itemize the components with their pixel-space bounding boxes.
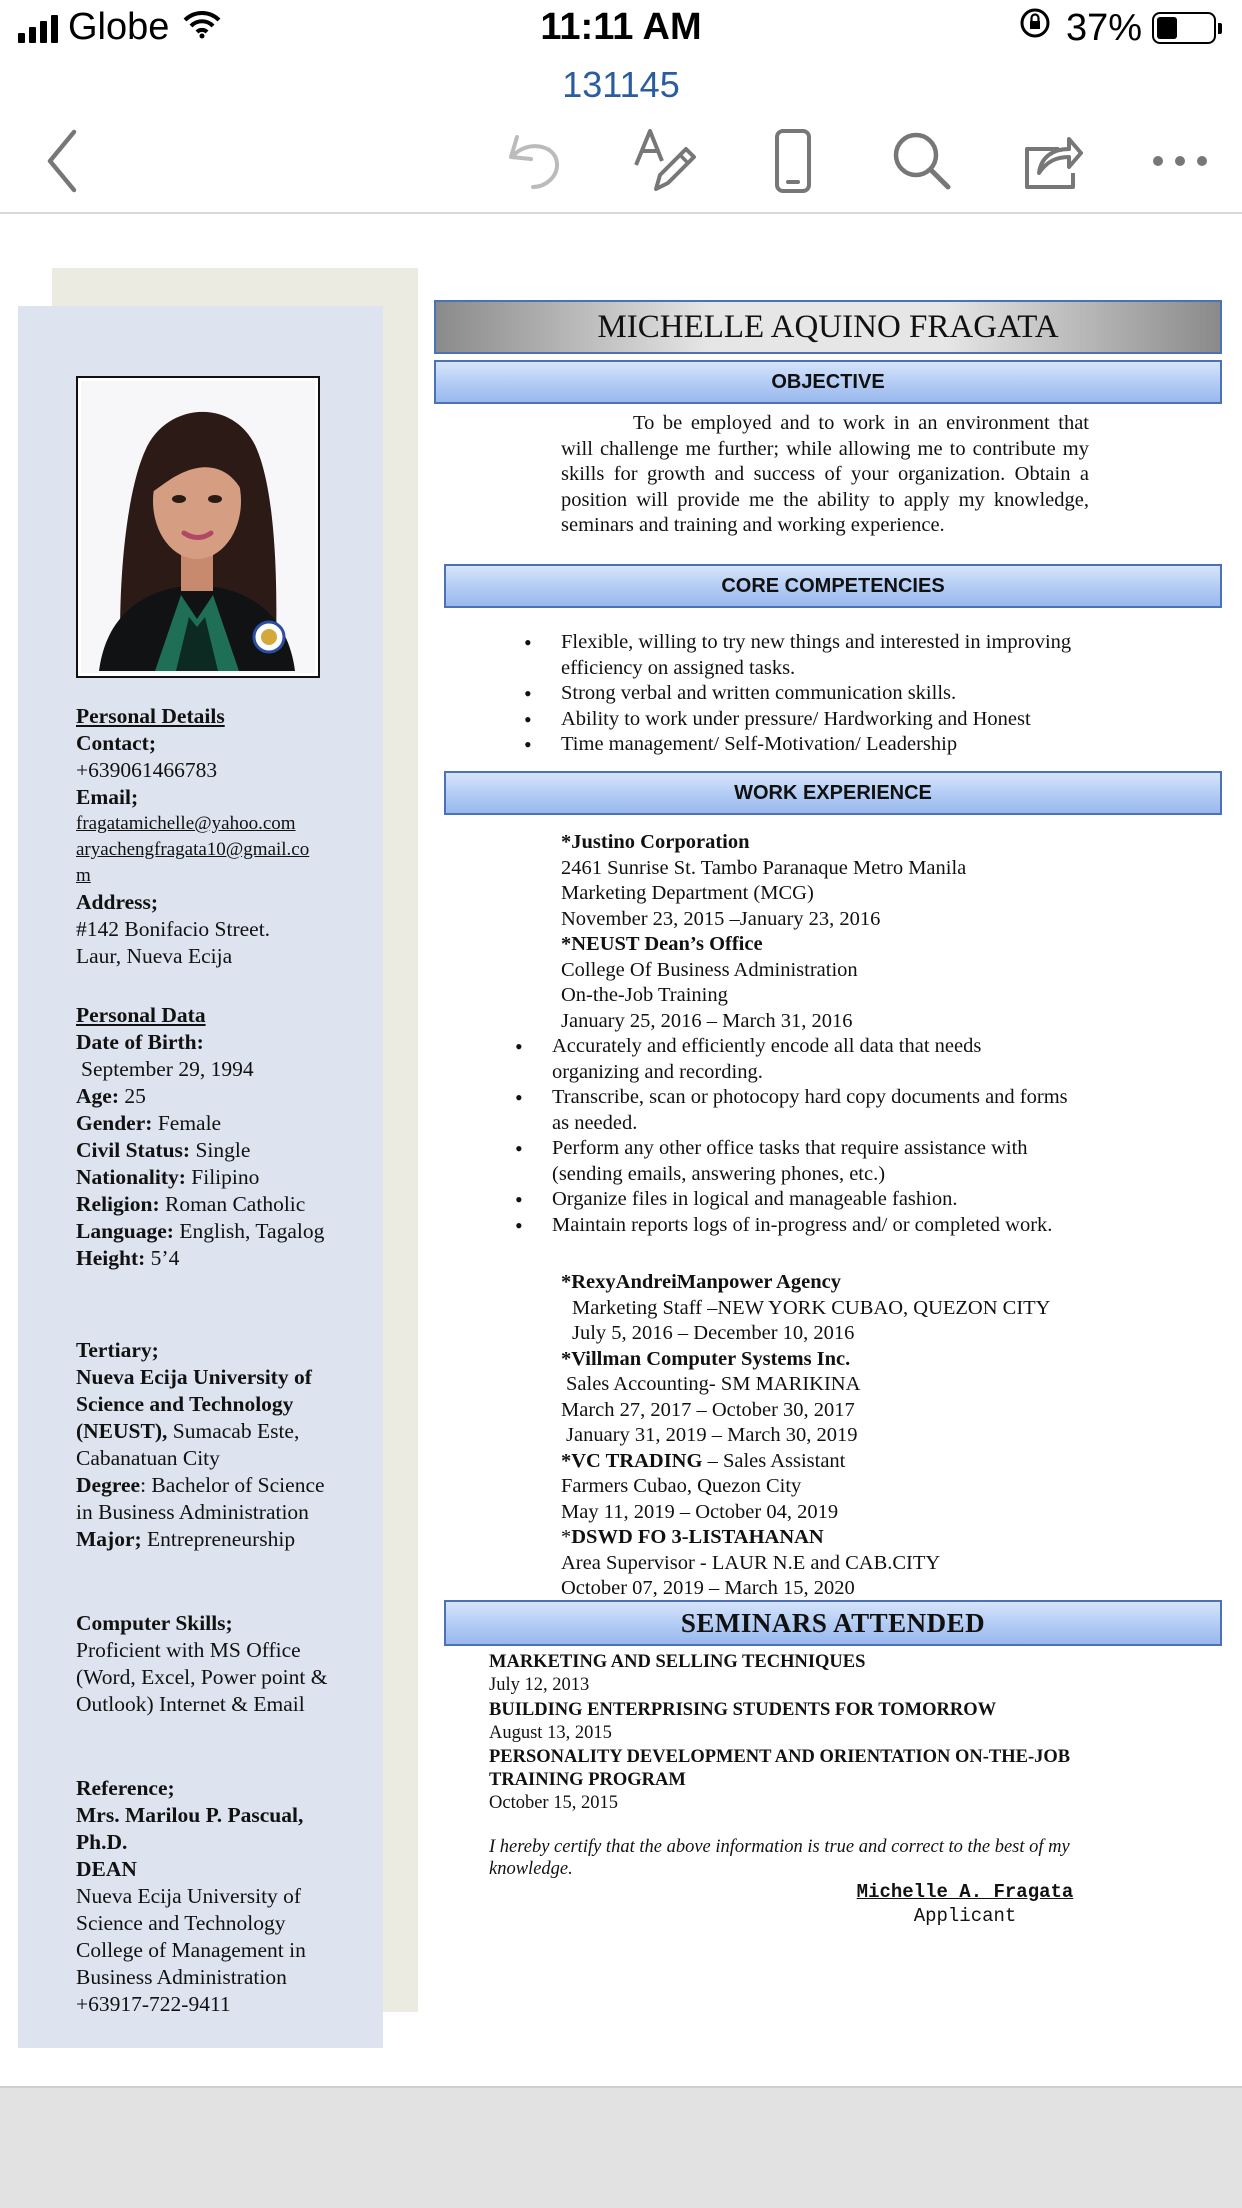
duty-item: • Perform any other office tasks that require assistance with (sending emails, answering phones, etc.) — [552, 1136, 1072, 1187]
dob-label: Date of Birth: — [76, 1030, 204, 1054]
major-value: Entrepreneurship — [147, 1527, 296, 1551]
gender-value: Female — [157, 1111, 222, 1135]
status-right — [1018, 6, 1222, 50]
resume-name-banner: MICHELLE AQUINO FRAGATA — [434, 300, 1222, 354]
seminar-date: July 12, 2013 — [489, 1675, 590, 1695]
nationality-value: Filipino — [191, 1165, 260, 1189]
work-experience-heading: WORK EXPERIENCE — [444, 771, 1222, 815]
core-item: • Flexible, willing to try new things and interested in improving efficiency on assigned tasks. — [561, 630, 1101, 681]
carrier-label: Globe — [68, 6, 170, 48]
degree-value: : Bachelor of Science in Business Administration — [76, 1473, 325, 1524]
employer-name: *RexyAndreiManpower Agency — [561, 1271, 841, 1293]
age-label: Age: — [76, 1084, 119, 1108]
reference-title: DEAN — [76, 1857, 137, 1881]
civil-status-value: Single — [195, 1138, 251, 1162]
seminar-date: August 13, 2015 — [489, 1723, 612, 1743]
certification-statement: I hereby certify that the above information is true and correct to the best of my knowledge. — [489, 1837, 1070, 1879]
school-location: Sumacab Este, Cabanatuan City — [76, 1419, 300, 1470]
civil-status-label: Civil Status: — [76, 1138, 191, 1162]
personal-details-heading: Personal Details — [76, 704, 225, 728]
email-link-gmail[interactable]: aryachengfragata10@gmail.co — [76, 839, 310, 860]
dob-value: September 29, 1994 — [81, 1057, 254, 1081]
status-bar — [0, 0, 1242, 62]
phone-view-icon[interactable] — [753, 118, 833, 204]
personal-data-heading: Personal Data — [76, 1003, 206, 1027]
employer-name: *Villman Computer Systems Inc. — [561, 1347, 851, 1370]
core-item: • Ability to work under pressure/ Hardworking and Honest — [561, 707, 1101, 733]
search-icon[interactable] — [882, 118, 962, 204]
duty-item: • Transcribe, scan or photocopy hard copy documents and forms as needed. — [552, 1085, 1072, 1136]
employer-star: * — [561, 1526, 572, 1548]
address-line-1: #142 Bonifacio Street. — [76, 917, 271, 941]
resume-document[interactable] — [0, 216, 1242, 2086]
personal-details-section — [76, 703, 346, 970]
seminar-item — [489, 1699, 1109, 1745]
employer-dates: July 5, 2016 – December 10, 2016 — [572, 1322, 855, 1344]
toolbar — [0, 110, 1242, 214]
status-time: 11:11 AM — [540, 6, 702, 48]
battery-icon — [1152, 12, 1222, 44]
reference-section — [76, 1775, 346, 2018]
employer-detail: Marketing Staff –NEW YORK CUBAO, QUEZON CITY — [572, 1296, 1051, 1319]
core-competencies-list — [561, 630, 1101, 758]
more-icon[interactable] — [1140, 118, 1220, 204]
employer-dates: March 27, 2017 – October 30, 2017 — [561, 1398, 855, 1421]
nationality-label: Nationality: — [76, 1165, 186, 1189]
religion-label: Religion: — [76, 1192, 160, 1216]
employer-dates: October 07, 2019 – March 15, 2020 — [561, 1577, 855, 1599]
duties-list — [552, 1034, 1072, 1238]
employer-role: – Sales Assistant — [702, 1449, 846, 1472]
objective-text: To be employed and to work in an environment that will challenge me further; while allowing me to contribute my skills for growth and success of your organization. Obtain a position will provide me the ability to apply my knowledge, seminars and training and working experience. — [561, 412, 1089, 536]
employer-dates: May 11, 2019 – October 04, 2019 — [561, 1500, 839, 1523]
signature-block — [840, 1880, 1090, 1928]
computer-skills-label: Computer Skills; — [76, 1611, 233, 1635]
employer-detail: Sales Accounting- SM MARIKINA — [566, 1373, 861, 1395]
height-value: 5’4 — [150, 1246, 180, 1270]
battery-percent: 37% — [1065, 6, 1142, 49]
language-value: English, Tagalog — [179, 1219, 325, 1243]
share-icon[interactable] — [1012, 118, 1092, 204]
duty-item: • Organize files in logical and manageable fashion. — [552, 1187, 1072, 1213]
computer-skills-section — [76, 1610, 346, 1718]
orientation-lock-icon — [1018, 6, 1052, 50]
employer-name: DSWD FO 3-LISTAHANAN — [571, 1526, 824, 1548]
employer-detail: 2461 Sunrise St. Tambo Paranaque Metro Manila — [561, 856, 967, 879]
core-item: • Time management/ Self-Motivation/ Leadership — [561, 732, 1101, 758]
height-label: Height: — [76, 1246, 146, 1270]
duty-item: • Maintain reports logs of in-progress and/ or completed work. — [552, 1213, 1072, 1239]
employer-name: *VC TRADING — [561, 1449, 703, 1472]
email-link-yahoo[interactable]: fragatamichelle@yahoo.com — [76, 813, 296, 834]
employer-dates: January 31, 2019 – March 30, 2019 — [566, 1424, 858, 1446]
duty-item: • Accurately and efficiently encode all data that needs organizing and recording. — [552, 1034, 1072, 1085]
seminar-item — [489, 1651, 1109, 1697]
computer-skills-value: Proficient with MS Office (Word, Excel, Power point & Outlook) Internet & Email — [76, 1638, 328, 1716]
signature-name: Michelle A. Fragata — [856, 1881, 1074, 1903]
employer-detail: On-the-Job Training — [561, 984, 728, 1006]
seminar-date: October 15, 2015 — [489, 1793, 618, 1813]
gender-label: Gender: — [76, 1111, 153, 1135]
age-value: 25 — [124, 1084, 146, 1108]
reference-name: Mrs. Marilou P. Pascual, Ph.D. — [76, 1803, 304, 1854]
school-name: Nueva Ecija University of Science and Technology (NEUST), — [76, 1365, 312, 1443]
employer-detail: Area Supervisor - LAUR N.E and CAB.CITY — [561, 1551, 941, 1574]
address-line-2: Laur, Nueva Ecija — [76, 944, 233, 968]
employer-name: *Justino Corporation — [561, 831, 750, 853]
email-link-gmail-wrap[interactable]: m — [76, 865, 91, 886]
objective-heading: OBJECTIVE — [434, 360, 1222, 404]
language-label: Language: — [76, 1219, 174, 1243]
employer-name: *NEUST Dean’s Office — [561, 933, 763, 955]
personal-data-section — [76, 1002, 346, 1272]
education-section — [76, 1337, 346, 1553]
document-title[interactable]: 131145 — [562, 64, 680, 105]
reference-label: Reference; — [76, 1776, 175, 1800]
employer-detail: Marketing Department (MCG) — [561, 882, 814, 904]
degree-label: Degree — [76, 1473, 141, 1497]
undo-icon[interactable] — [495, 118, 575, 204]
seminars-heading: SEMINARS ATTENDED — [444, 1600, 1222, 1646]
seminar-title: PERSONALITY DEVELOPMENT AND ORIENTATION ON-THE-JOB TRAINING PROGRAM — [489, 1747, 1071, 1790]
work-block-2 — [561, 1270, 1161, 1602]
core-competencies-heading: CORE COMPETENCIES — [444, 564, 1222, 608]
seminar-title: MARKETING AND SELLING TECHNIQUES — [489, 1652, 866, 1672]
employer-detail: Farmers Cubao, Quezon City — [561, 1475, 802, 1497]
reference-phone: +63917-722-9411 — [76, 1992, 231, 2016]
bottom-gray-area — [0, 2086, 1242, 2208]
contact-label: Contact; — [76, 731, 157, 755]
work-block-1 — [561, 830, 1121, 1034]
back-icon[interactable] — [22, 118, 102, 204]
employer-dates: November 23, 2015 –January 23, 2016 — [561, 907, 881, 930]
reference-organization: Nueva Ecija University of Science and Technology College of Management in Business Administration — [76, 1884, 306, 1989]
email-label: Email; — [76, 785, 139, 809]
employer-dates: January 25, 2016 – March 31, 2016 — [561, 1009, 853, 1032]
core-item: • Strong verbal and written communication skills. — [561, 681, 1101, 707]
signature-title: Applicant — [913, 1905, 1017, 1927]
seminar-title: BUILDING ENTERPRISING STUDENTS FOR TOMORROW — [489, 1700, 997, 1720]
contact-number: +639061466783 — [76, 758, 218, 782]
address-label: Address; — [76, 890, 159, 914]
religion-value: Roman Catholic — [164, 1192, 306, 1216]
tertiary-label: Tertiary; — [76, 1338, 159, 1362]
employer-detail: College Of Business Administration — [561, 958, 858, 981]
profile-photo — [76, 376, 320, 678]
major-label: Major; — [76, 1527, 142, 1551]
markup-pen-icon[interactable] — [624, 118, 704, 204]
seminar-item — [489, 1746, 1099, 1815]
